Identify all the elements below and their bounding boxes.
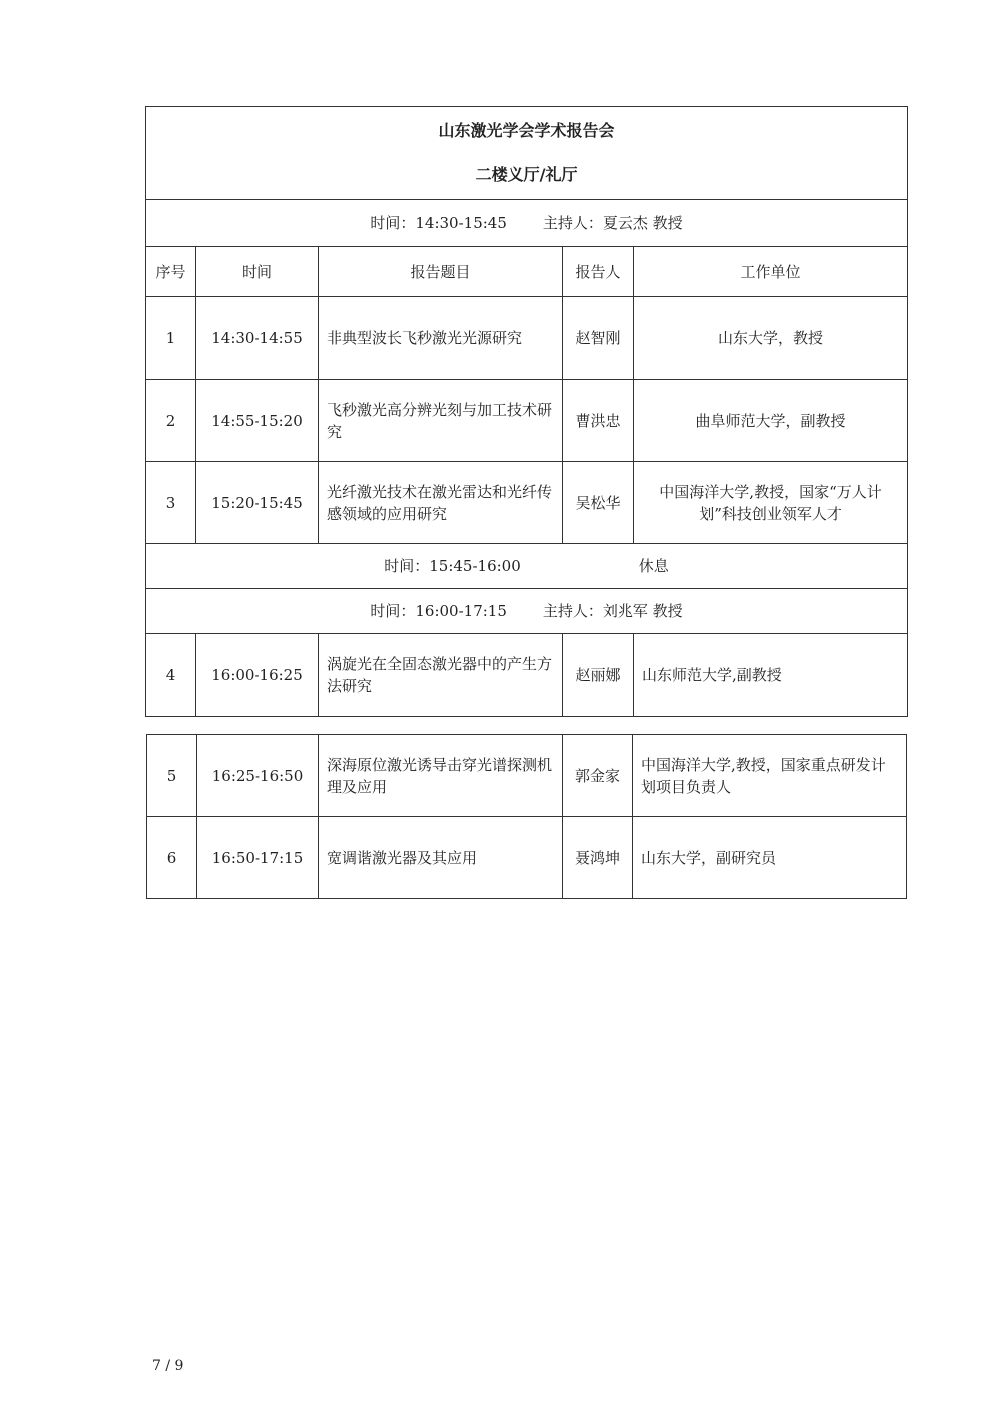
row-no: 1 <box>146 297 196 380</box>
row-time: 16:25-16:50 <box>197 735 319 817</box>
session-2-header <box>146 589 908 634</box>
schedule-table <box>145 106 908 717</box>
row-no: 4 <box>146 634 196 717</box>
row-time: 14:55-15:20 <box>196 380 319 462</box>
break-row <box>146 544 908 589</box>
row-speaker: 吴松华 <box>563 462 634 544</box>
row-unit: 中国海洋大学,教授，国家重点研发计划项目负责人 <box>633 735 907 817</box>
row-speaker: 曹洪忠 <box>563 380 634 462</box>
row-topic: 飞秒激光高分辨光刻与加工技术研究 <box>319 380 563 462</box>
break-label: 休息 <box>638 557 669 575</box>
table-row <box>146 297 908 380</box>
row-no: 6 <box>147 817 197 899</box>
col-header-time: 时间 <box>196 247 319 297</box>
col-header-topic: 报告题目 <box>319 247 563 297</box>
row-time: 16:50-17:15 <box>197 817 319 899</box>
col-header-speaker: 报告人 <box>563 247 634 297</box>
row-topic: 非典型波长飞秒激光光源研究 <box>319 297 563 380</box>
row-speaker: 郭金家 <box>563 735 633 817</box>
session-1-host: 主持人：夏云杰 教授 <box>542 214 683 232</box>
row-speaker: 聂鸿坤 <box>563 817 633 899</box>
table-row <box>147 817 907 899</box>
row-no: 2 <box>146 380 196 462</box>
row-unit: 山东大学，副研究员 <box>633 817 907 899</box>
page-number: 7 / 9 <box>152 1358 184 1374</box>
row-unit: 山东师范大学,副教授 <box>634 634 908 717</box>
table-row <box>146 380 908 462</box>
row-speaker: 赵智刚 <box>563 297 634 380</box>
row-time: 14:30-14:55 <box>196 297 319 380</box>
table-row <box>147 735 907 817</box>
venue-label: 二楼义厅/礼厅 <box>475 165 578 184</box>
table-row <box>146 634 908 717</box>
event-title: 山东激光学会学术报告会 <box>438 121 615 140</box>
col-header-no: 序号 <box>146 247 196 297</box>
title-cell <box>146 107 908 200</box>
session-2-time: 时间：16:00-17:15 <box>370 602 507 620</box>
row-no: 3 <box>146 462 196 544</box>
session-1-time: 时间：14:30-15:45 <box>370 214 507 232</box>
column-header-row <box>146 247 908 297</box>
break-time: 时间：15:45-16:00 <box>384 557 521 575</box>
table-row <box>146 462 908 544</box>
row-time: 16:00-16:25 <box>196 634 319 717</box>
col-header-unit: 工作单位 <box>634 247 908 297</box>
row-no: 5 <box>147 735 197 817</box>
session-2-host: 主持人：刘兆军 教授 <box>542 602 683 620</box>
schedule-table-continued <box>146 734 907 899</box>
session-1-header <box>146 200 908 247</box>
row-unit: 中国海洋大学,教授，国家“万人计划”科技创业领军人才 <box>634 462 908 544</box>
row-speaker: 赵丽娜 <box>563 634 634 717</box>
row-topic: 宽调谐激光器及其应用 <box>319 817 563 899</box>
row-unit: 曲阜师范大学，副教授 <box>634 380 908 462</box>
row-topic: 光纤激光技术在激光雷达和光纤传感领域的应用研究 <box>319 462 563 544</box>
row-unit: 山东大学，教授 <box>634 297 908 380</box>
row-topic: 深海原位激光诱导击穿光谱探测机理及应用 <box>319 735 563 817</box>
row-topic: 涡旋光在全固态激光器中的产生方法研究 <box>319 634 563 717</box>
row-time: 15:20-15:45 <box>196 462 319 544</box>
